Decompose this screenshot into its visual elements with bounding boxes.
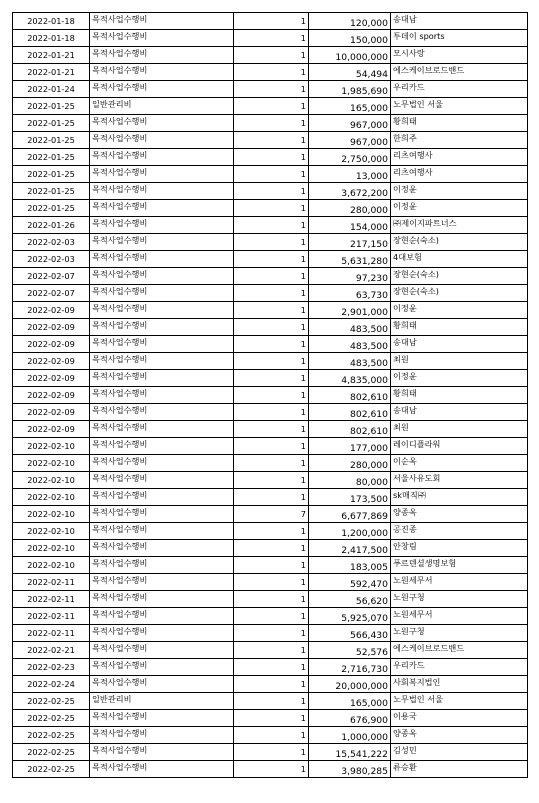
date-cell: 2022-02-11 (13, 574, 90, 591)
date-cell: 2022-02-11 (13, 625, 90, 642)
vendor-cell: 투데이 sports (391, 30, 528, 47)
table-row (13, 421, 528, 438)
vendor-cell: 양종옥 (391, 727, 528, 744)
date-cell: 2022-02-23 (13, 659, 90, 676)
table-row (13, 319, 528, 336)
category-cell: 목적사업수행비 (90, 200, 234, 217)
category-cell: 목적사업수행비 (90, 353, 234, 370)
quantity-cell: 1 (234, 642, 309, 659)
category-cell: 목적사업수행비 (90, 761, 234, 778)
category-cell: 목적사업수행비 (90, 710, 234, 727)
date-cell: 2022-02-10 (13, 540, 90, 557)
table-row (13, 251, 528, 268)
quantity-cell: 1 (234, 540, 309, 557)
table-row (13, 234, 528, 251)
category-cell: 목적사업수행비 (90, 132, 234, 149)
amount-cell: 52,576 (309, 642, 391, 659)
amount-cell: 2,417,500 (309, 540, 391, 557)
amount-cell: 566,430 (309, 625, 391, 642)
category-cell: 목적사업수행비 (90, 404, 234, 421)
amount-cell: 483,500 (309, 353, 391, 370)
category-cell: 목적사업수행비 (90, 591, 234, 608)
category-cell: 목적사업수행비 (90, 676, 234, 693)
category-cell: 일반관리비 (90, 98, 234, 115)
quantity-cell: 1 (234, 132, 309, 149)
quantity-cell: 1 (234, 166, 309, 183)
date-cell: 2022-02-25 (13, 727, 90, 744)
vendor-cell: 류승환 (391, 761, 528, 778)
category-cell: 목적사업수행비 (90, 438, 234, 455)
quantity-cell: 1 (234, 234, 309, 251)
amount-cell: 165,000 (309, 98, 391, 115)
amount-cell: 2,750,000 (309, 149, 391, 166)
vendor-cell: 이정윤 (391, 200, 528, 217)
table-row (13, 540, 528, 557)
amount-cell: 802,610 (309, 421, 391, 438)
vendor-cell: sk매직㈜ (391, 489, 528, 506)
category-cell: 목적사업수행비 (90, 659, 234, 676)
vendor-cell: 리츠여행사 (391, 166, 528, 183)
category-cell: 일반관리비 (90, 693, 234, 710)
quantity-cell: 1 (234, 591, 309, 608)
amount-cell: 676,900 (309, 710, 391, 727)
amount-cell: 1,000,000 (309, 727, 391, 744)
category-cell: 목적사업수행비 (90, 234, 234, 251)
quantity-cell: 1 (234, 217, 309, 234)
quantity-cell: 1 (234, 336, 309, 353)
vendor-cell: 노무법인 서울 (391, 98, 528, 115)
vendor-cell: 사회복지법인 (391, 676, 528, 693)
date-cell: 2022-02-11 (13, 591, 90, 608)
table-row (13, 404, 528, 421)
date-cell: 2022-02-10 (13, 557, 90, 574)
quantity-cell: 1 (234, 455, 309, 472)
date-cell: 2022-01-18 (13, 30, 90, 47)
amount-cell: 3,980,285 (309, 761, 391, 778)
amount-cell: 177,000 (309, 438, 391, 455)
vendor-cell: 김성민 (391, 744, 528, 761)
category-cell: 목적사업수행비 (90, 506, 234, 523)
quantity-cell: 1 (234, 676, 309, 693)
quantity-cell: 1 (234, 251, 309, 268)
category-cell: 목적사업수행비 (90, 115, 234, 132)
date-cell: 2022-02-09 (13, 319, 90, 336)
vendor-cell: 4대보험 (391, 251, 528, 268)
amount-cell: 56,620 (309, 591, 391, 608)
amount-cell: 280,000 (309, 455, 391, 472)
table-row (13, 472, 528, 489)
quantity-cell: 1 (234, 64, 309, 81)
date-cell: 2022-02-03 (13, 251, 90, 268)
vendor-cell: 에스케이브로드밴드 (391, 642, 528, 659)
date-cell: 2022-02-25 (13, 761, 90, 778)
quantity-cell: 1 (234, 438, 309, 455)
category-cell: 목적사업수행비 (90, 251, 234, 268)
date-cell: 2022-01-21 (13, 47, 90, 64)
table-row (13, 353, 528, 370)
date-cell: 2022-02-09 (13, 421, 90, 438)
date-cell: 2022-01-21 (13, 64, 90, 81)
table-row (13, 625, 528, 642)
table-row (13, 591, 528, 608)
vendor-cell: 안창림 (391, 540, 528, 557)
quantity-cell: 1 (234, 659, 309, 676)
amount-cell: 20,000,000 (309, 676, 391, 693)
amount-cell: 802,610 (309, 404, 391, 421)
date-cell: 2022-02-10 (13, 455, 90, 472)
table-row (13, 557, 528, 574)
vendor-cell: 황희태 (391, 115, 528, 132)
table-row (13, 489, 528, 506)
category-cell: 목적사업수행비 (90, 268, 234, 285)
date-cell: 2022-01-25 (13, 98, 90, 115)
amount-cell: 1,200,000 (309, 523, 391, 540)
date-cell: 2022-02-25 (13, 693, 90, 710)
quantity-cell: 1 (234, 319, 309, 336)
quantity-cell: 1 (234, 115, 309, 132)
category-cell: 목적사업수행비 (90, 319, 234, 336)
vendor-cell: 송대남 (391, 336, 528, 353)
quantity-cell: 1 (234, 761, 309, 778)
date-cell: 2022-01-25 (13, 200, 90, 217)
quantity-cell: 1 (234, 387, 309, 404)
amount-cell: 10,000,000 (309, 47, 391, 64)
amount-cell: 97,230 (309, 268, 391, 285)
date-cell: 2022-02-24 (13, 676, 90, 693)
vendor-cell: 최원 (391, 353, 528, 370)
date-cell: 2022-01-25 (13, 166, 90, 183)
quantity-cell: 1 (234, 404, 309, 421)
category-cell: 목적사업수행비 (90, 81, 234, 98)
date-cell: 2022-01-26 (13, 217, 90, 234)
table-row (13, 115, 528, 132)
date-cell: 2022-02-10 (13, 489, 90, 506)
amount-cell: 3,672,200 (309, 183, 391, 200)
category-cell: 목적사업수행비 (90, 472, 234, 489)
quantity-cell: 1 (234, 268, 309, 285)
category-cell: 목적사업수행비 (90, 64, 234, 81)
vendor-cell: 노원세무서 (391, 608, 528, 625)
date-cell: 2022-02-11 (13, 608, 90, 625)
table-row (13, 387, 528, 404)
vendor-cell: 이용국 (391, 710, 528, 727)
category-cell: 목적사업수행비 (90, 217, 234, 234)
vendor-cell: 장현순(숙소) (391, 268, 528, 285)
category-cell: 목적사업수행비 (90, 625, 234, 642)
amount-cell: 4,835,000 (309, 370, 391, 387)
table-row (13, 608, 528, 625)
category-cell: 목적사업수행비 (90, 166, 234, 183)
category-cell: 목적사업수행비 (90, 455, 234, 472)
vendor-cell: 우리카드 (391, 81, 528, 98)
quantity-cell: 1 (234, 625, 309, 642)
date-cell: 2022-02-09 (13, 370, 90, 387)
expense-ledger-table (12, 12, 528, 778)
table-row (13, 438, 528, 455)
category-cell: 목적사업수행비 (90, 523, 234, 540)
ledger-body (13, 13, 528, 778)
table-row (13, 642, 528, 659)
amount-cell: 2,716,730 (309, 659, 391, 676)
amount-cell: 483,500 (309, 336, 391, 353)
table-row (13, 336, 528, 353)
table-row (13, 98, 528, 115)
date-cell: 2022-02-10 (13, 472, 90, 489)
quantity-cell: 1 (234, 370, 309, 387)
category-cell: 목적사업수행비 (90, 557, 234, 574)
quantity-cell: 1 (234, 98, 309, 115)
date-cell: 2022-02-21 (13, 642, 90, 659)
quantity-cell: 1 (234, 693, 309, 710)
category-cell: 목적사업수행비 (90, 30, 234, 47)
table-row (13, 727, 528, 744)
table-row (13, 149, 528, 166)
table-row (13, 166, 528, 183)
vendor-cell: 이정윤 (391, 302, 528, 319)
quantity-cell: 1 (234, 302, 309, 319)
vendor-cell: 서울사유도회 (391, 472, 528, 489)
vendor-cell: 장현순(숙소) (391, 234, 528, 251)
category-cell: 목적사업수행비 (90, 608, 234, 625)
table-row (13, 370, 528, 387)
category-cell: 목적사업수행비 (90, 183, 234, 200)
table-row (13, 132, 528, 149)
table-row (13, 302, 528, 319)
quantity-cell: 1 (234, 285, 309, 302)
category-cell: 목적사업수행비 (90, 47, 234, 64)
quantity-cell: 1 (234, 183, 309, 200)
table-row (13, 47, 528, 64)
date-cell: 2022-02-07 (13, 268, 90, 285)
quantity-cell: 1 (234, 489, 309, 506)
category-cell: 목적사업수행비 (90, 370, 234, 387)
vendor-cell: 양종옥 (391, 506, 528, 523)
date-cell: 2022-02-25 (13, 710, 90, 727)
amount-cell: 5,925,070 (309, 608, 391, 625)
quantity-cell: 1 (234, 710, 309, 727)
table-row (13, 268, 528, 285)
date-cell: 2022-02-09 (13, 302, 90, 319)
date-cell: 2022-02-03 (13, 234, 90, 251)
quantity-cell: 7 (234, 506, 309, 523)
category-cell: 목적사업수행비 (90, 574, 234, 591)
table-row (13, 183, 528, 200)
date-cell: 2022-01-25 (13, 115, 90, 132)
date-cell: 2022-01-24 (13, 81, 90, 98)
amount-cell: 5,631,280 (309, 251, 391, 268)
vendor-cell: 황희태 (391, 387, 528, 404)
date-cell: 2022-02-10 (13, 506, 90, 523)
vendor-cell: 이순옥 (391, 455, 528, 472)
quantity-cell: 1 (234, 557, 309, 574)
vendor-cell: 송대남 (391, 404, 528, 421)
amount-cell: 2,901,000 (309, 302, 391, 319)
vendor-cell: 모시사랑 (391, 47, 528, 64)
table-row (13, 200, 528, 217)
quantity-cell: 1 (234, 608, 309, 625)
table-row (13, 285, 528, 302)
vendor-cell: 푸르덴셜생명보험 (391, 557, 528, 574)
amount-cell: 165,000 (309, 693, 391, 710)
category-cell: 목적사업수행비 (90, 302, 234, 319)
amount-cell: 6,677,869 (309, 506, 391, 523)
vendor-cell: 이정윤 (391, 183, 528, 200)
table-row (13, 744, 528, 761)
category-cell: 목적사업수행비 (90, 744, 234, 761)
amount-cell: 173,500 (309, 489, 391, 506)
category-cell: 목적사업수행비 (90, 540, 234, 557)
quantity-cell: 1 (234, 727, 309, 744)
category-cell: 목적사업수행비 (90, 149, 234, 166)
category-cell: 목적사업수행비 (90, 727, 234, 744)
vendor-cell: ㈜제이지파트너스 (391, 217, 528, 234)
date-cell: 2022-02-09 (13, 353, 90, 370)
vendor-cell: 송대남 (391, 13, 528, 30)
table-row (13, 81, 528, 98)
quantity-cell: 1 (234, 472, 309, 489)
vendor-cell: 노원세무서 (391, 574, 528, 591)
table-row (13, 710, 528, 727)
date-cell: 2022-02-07 (13, 285, 90, 302)
table-row (13, 761, 528, 778)
quantity-cell: 1 (234, 30, 309, 47)
table-row (13, 64, 528, 81)
table-row (13, 676, 528, 693)
date-cell: 2022-02-25 (13, 744, 90, 761)
table-row (13, 217, 528, 234)
date-cell: 2022-01-25 (13, 183, 90, 200)
table-row (13, 693, 528, 710)
amount-cell: 13,000 (309, 166, 391, 183)
date-cell: 2022-02-10 (13, 523, 90, 540)
vendor-cell: 장현순(숙소) (391, 285, 528, 302)
vendor-cell: 노무법인 서울 (391, 693, 528, 710)
table-row (13, 659, 528, 676)
vendor-cell: 이정윤 (391, 370, 528, 387)
table-row (13, 523, 528, 540)
category-cell: 목적사업수행비 (90, 13, 234, 30)
amount-cell: 217,150 (309, 234, 391, 251)
vendor-cell: 한희주 (391, 132, 528, 149)
amount-cell: 280,000 (309, 200, 391, 217)
quantity-cell: 1 (234, 81, 309, 98)
table-row (13, 455, 528, 472)
amount-cell: 967,000 (309, 115, 391, 132)
amount-cell: 63,730 (309, 285, 391, 302)
date-cell: 2022-01-25 (13, 149, 90, 166)
category-cell: 목적사업수행비 (90, 489, 234, 506)
table-row (13, 574, 528, 591)
amount-cell: 802,610 (309, 387, 391, 404)
quantity-cell: 1 (234, 523, 309, 540)
amount-cell: 154,000 (309, 217, 391, 234)
date-cell: 2022-02-10 (13, 438, 90, 455)
amount-cell: 183,005 (309, 557, 391, 574)
amount-cell: 54,494 (309, 64, 391, 81)
vendor-cell: 에스케이브로드밴드 (391, 64, 528, 81)
amount-cell: 80,000 (309, 472, 391, 489)
quantity-cell: 1 (234, 353, 309, 370)
category-cell: 목적사업수행비 (90, 285, 234, 302)
amount-cell: 150,000 (309, 30, 391, 47)
quantity-cell: 1 (234, 47, 309, 64)
quantity-cell: 1 (234, 421, 309, 438)
quantity-cell: 1 (234, 200, 309, 217)
vendor-cell: 레이디플라워 (391, 438, 528, 455)
amount-cell: 967,000 (309, 132, 391, 149)
category-cell: 목적사업수행비 (90, 336, 234, 353)
date-cell: 2022-01-18 (13, 13, 90, 30)
vendor-cell: 황희태 (391, 319, 528, 336)
vendor-cell: 최원 (391, 421, 528, 438)
date-cell: 2022-02-09 (13, 336, 90, 353)
table-row (13, 13, 528, 30)
date-cell: 2022-02-09 (13, 387, 90, 404)
amount-cell: 592,470 (309, 574, 391, 591)
date-cell: 2022-01-25 (13, 132, 90, 149)
vendor-cell: 우리카드 (391, 659, 528, 676)
vendor-cell: 노원구청 (391, 591, 528, 608)
table-row (13, 506, 528, 523)
table-row (13, 30, 528, 47)
vendor-cell: 공진종 (391, 523, 528, 540)
amount-cell: 15,541,222 (309, 744, 391, 761)
quantity-cell: 1 (234, 744, 309, 761)
category-cell: 목적사업수행비 (90, 387, 234, 404)
quantity-cell: 1 (234, 149, 309, 166)
vendor-cell: 리츠여행사 (391, 149, 528, 166)
amount-cell: 1,985,690 (309, 81, 391, 98)
amount-cell: 120,000 (309, 13, 391, 30)
quantity-cell: 1 (234, 574, 309, 591)
quantity-cell: 1 (234, 13, 309, 30)
amount-cell: 483,500 (309, 319, 391, 336)
category-cell: 목적사업수행비 (90, 642, 234, 659)
date-cell: 2022-02-09 (13, 404, 90, 421)
vendor-cell: 노원구청 (391, 625, 528, 642)
category-cell: 목적사업수행비 (90, 421, 234, 438)
